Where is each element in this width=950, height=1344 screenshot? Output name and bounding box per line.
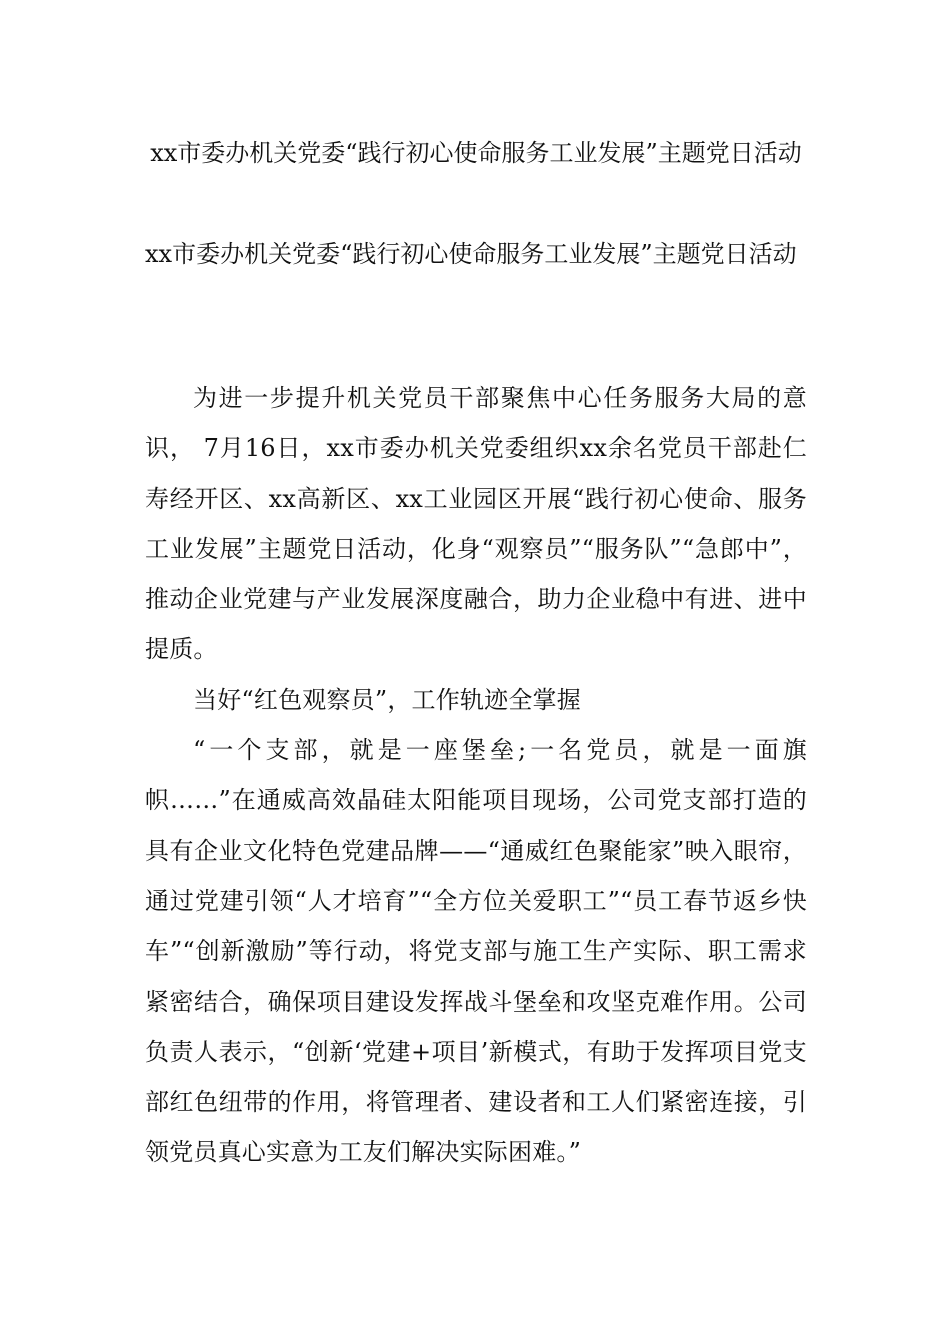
document-title: xx市委办机关党委“践行初心使命服务工业发展”主题党日活动 <box>150 139 802 167</box>
document-body <box>145 373 807 1178</box>
paragraph-project: “一个支部，就是一座堡垒;一名党员，就是一面旗帜……”在通威高效晶硅太阳能项目现场，公司党支部打造的具有企业文化特色党建品牌——“通威红色聚能家”映入眼帘，通过党建引领“人才培育”“全方位关爱职工”“员工春节返乡快车”“创新激励”等行动，将党支部与施工生产实际、职工需求紧密结合，确保项目建设发挥战斗堡垒和攻坚克难作用。公司负责人表示，“创新‘党建+项目’新模式，有助于发挥项目党支部红色纽带的作用，将管理者、建设者和工人们紧密连接，引领党员真心实意为工友们解决实际困难。” <box>145 736 807 1167</box>
paragraph-intro: 为进一步提升机关党员干部聚焦中心任务服务大局的意识， 7月16日，xx市委办机关党委组织xx余名党员干部赴仁寿经开区、xx高新区、xx工业园区开展“践行初心使命、服务工业发展”主题党日活动，化身“观察员”“服务队”“急郎中”，推动企业党建与产业发展深度融合，助力企业稳中有进、进中提质。 <box>145 384 807 664</box>
document-subtitle: xx市委办机关党委“践行初心使命服务工业发展”主题党日活动 <box>145 240 797 268</box>
paragraph-section-heading: 当好“红色观察员”，工作轨迹全掌握 <box>193 685 581 714</box>
